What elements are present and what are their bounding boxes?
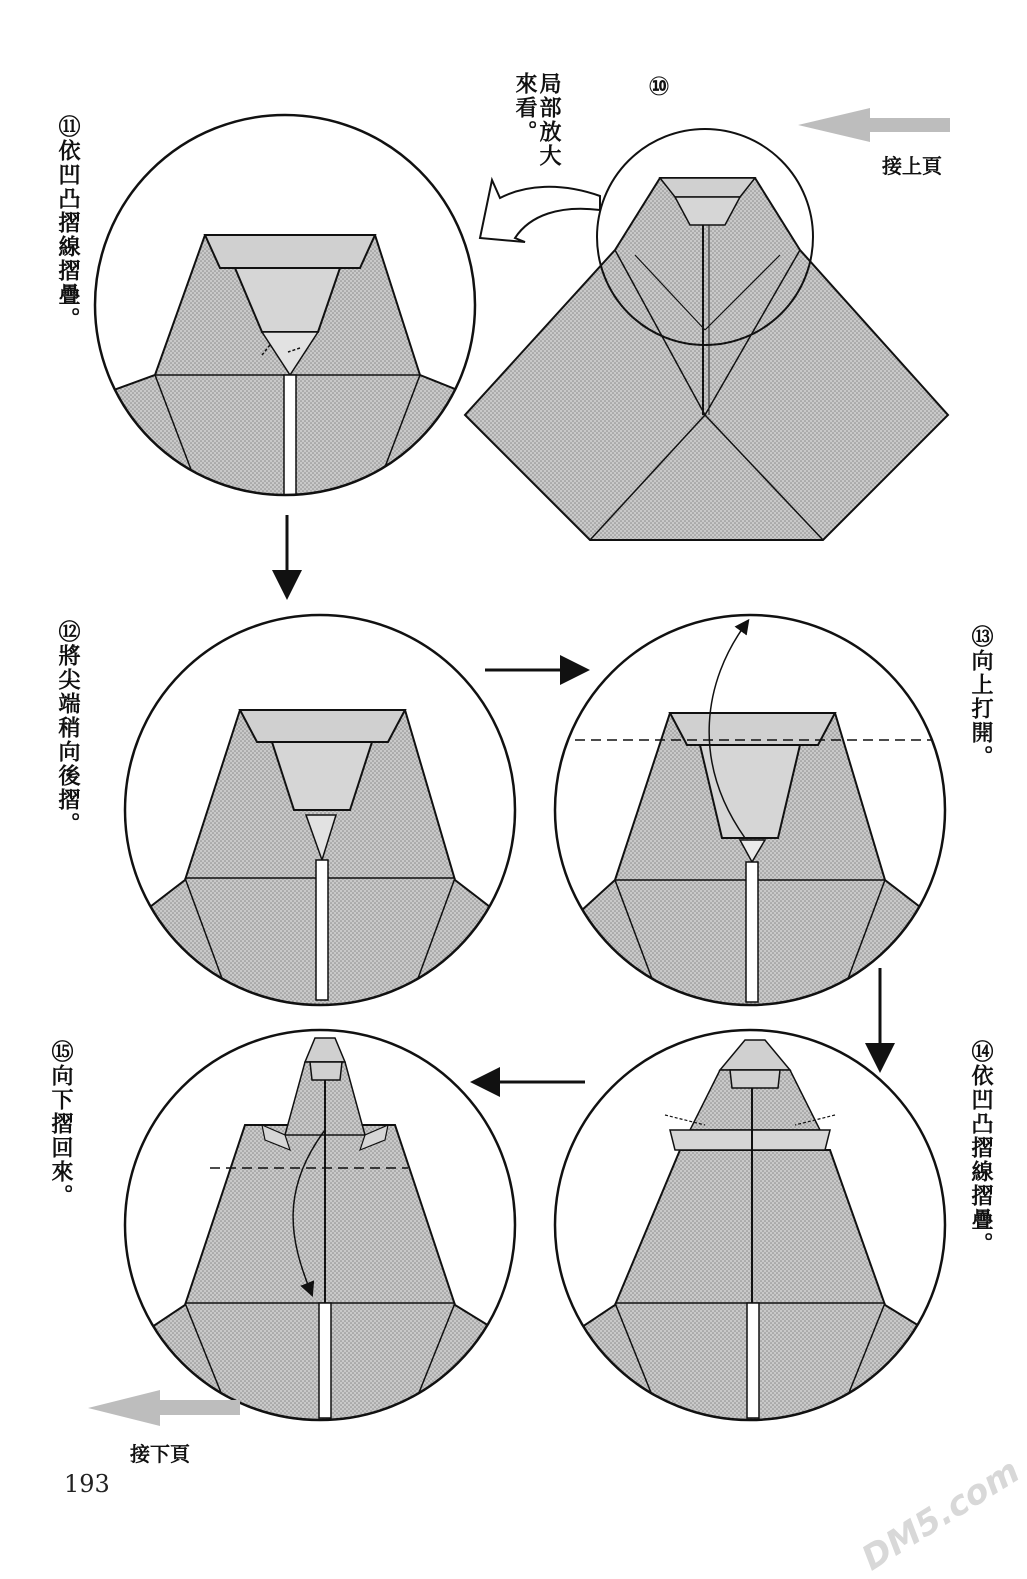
step11-diagram bbox=[100, 235, 470, 495]
step11-text: 依凹凸摺線摺疊。 bbox=[55, 139, 80, 331]
page-number: 193 bbox=[64, 1470, 110, 1498]
continue-from-arrow bbox=[798, 108, 950, 142]
step14-diagram bbox=[555, 1040, 950, 1425]
step10-model bbox=[465, 178, 948, 540]
step15-label bbox=[48, 1040, 72, 1260]
step14-text: 依凹凸摺線摺疊。 bbox=[968, 1064, 993, 1256]
continue-to-label: 接下頁 bbox=[130, 1442, 190, 1466]
continue-to-arrow bbox=[88, 1390, 240, 1426]
step15-number: ⑮ bbox=[48, 1040, 73, 1064]
zoom-arrow bbox=[480, 180, 600, 242]
step15-text: 向下摺回來。 bbox=[48, 1064, 73, 1208]
step12-label bbox=[55, 620, 79, 880]
step11-label bbox=[55, 115, 79, 375]
step13-diagram bbox=[560, 625, 950, 1010]
continue-from-label: 接上頁 bbox=[882, 154, 942, 178]
step12-number: ⑫ bbox=[55, 620, 80, 644]
step14-label bbox=[968, 1040, 992, 1300]
step11-number: ⑪ bbox=[55, 115, 80, 139]
step14-number: ⑭ bbox=[968, 1040, 993, 1064]
zoom-note: 局部放大來看。 bbox=[512, 72, 561, 168]
step10-number: ⑩ bbox=[648, 72, 671, 102]
step15-diagram bbox=[125, 1038, 520, 1425]
step13-number: ⑬ bbox=[968, 625, 993, 649]
step13-text: 向上打開。 bbox=[968, 649, 993, 769]
step13-label bbox=[968, 625, 992, 805]
step12-diagram bbox=[120, 710, 520, 1010]
watermark-logo: DM5.com bbox=[855, 1450, 1027, 1579]
step12-text: 將尖端稍向後摺。 bbox=[55, 644, 80, 836]
